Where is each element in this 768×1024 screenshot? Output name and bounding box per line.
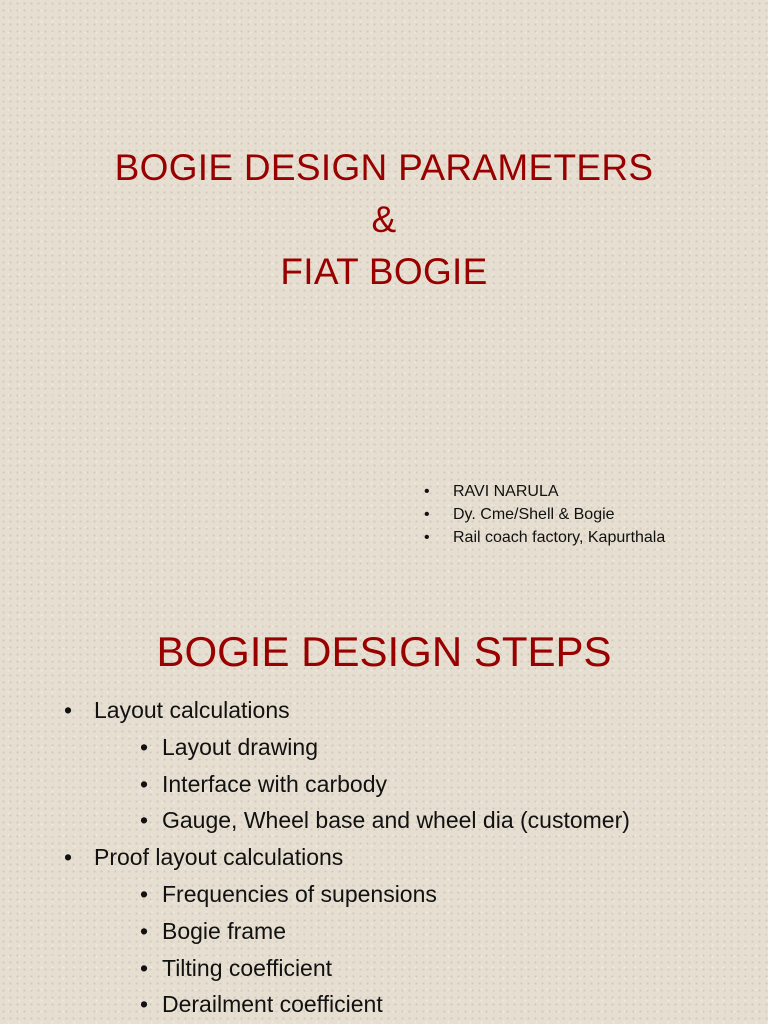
- author-organization: • Rail coach factory, Kapurthala: [424, 526, 665, 549]
- bullet-icon: •: [140, 991, 149, 1018]
- steps-list: [0, 692, 630, 1023]
- list-item-text: Tilting coefficient: [162, 954, 333, 981]
- list-item-text: Proof layout calculations: [94, 844, 344, 871]
- bullet-icon: •: [140, 733, 149, 760]
- author-designation: • Dy. Cme/Shell & Bogie: [424, 503, 665, 526]
- list-item: [0, 766, 630, 803]
- list-item-text: Bogie frame: [162, 917, 287, 944]
- list-item: [0, 986, 630, 1023]
- list-item: [0, 876, 630, 913]
- bullet-icon: •: [140, 807, 149, 834]
- bullet-icon: •: [140, 954, 149, 981]
- list-item: [0, 950, 630, 987]
- list-item: [0, 802, 630, 839]
- author-name: • RAVI NARULA: [424, 480, 665, 503]
- bullet-icon: •: [140, 917, 149, 944]
- list-item-text: Derailment coefficient: [162, 991, 383, 1018]
- bullet-icon: •: [64, 697, 73, 723]
- list-item-text: Gauge, Wheel base and wheel dia (customer): [162, 807, 630, 834]
- list-item: [0, 913, 630, 950]
- title-line-2: &: [371, 199, 397, 240]
- title-line-1: BOGIE DESIGN PARAMETERS: [114, 147, 654, 188]
- slide-design-steps: [0, 600, 768, 1024]
- presentation-title: [0, 142, 768, 298]
- list-item-text: Layout drawing: [162, 733, 318, 760]
- list-item: [0, 692, 630, 729]
- list-item: [0, 839, 630, 876]
- list-item-text: Interface with carbody: [162, 770, 388, 797]
- bullet-icon: •: [140, 770, 149, 797]
- slide-heading: BOGIE DESIGN STEPS: [156, 628, 612, 675]
- list-item-text: Layout calculations: [94, 697, 290, 723]
- author-info-list: [424, 480, 665, 549]
- list-item: [0, 729, 630, 766]
- list-item-text: Frequencies of supensions: [162, 880, 437, 907]
- title-line-3: FIAT BOGIE: [280, 251, 488, 292]
- bullet-icon: •: [64, 844, 73, 871]
- bullet-icon: •: [140, 880, 149, 907]
